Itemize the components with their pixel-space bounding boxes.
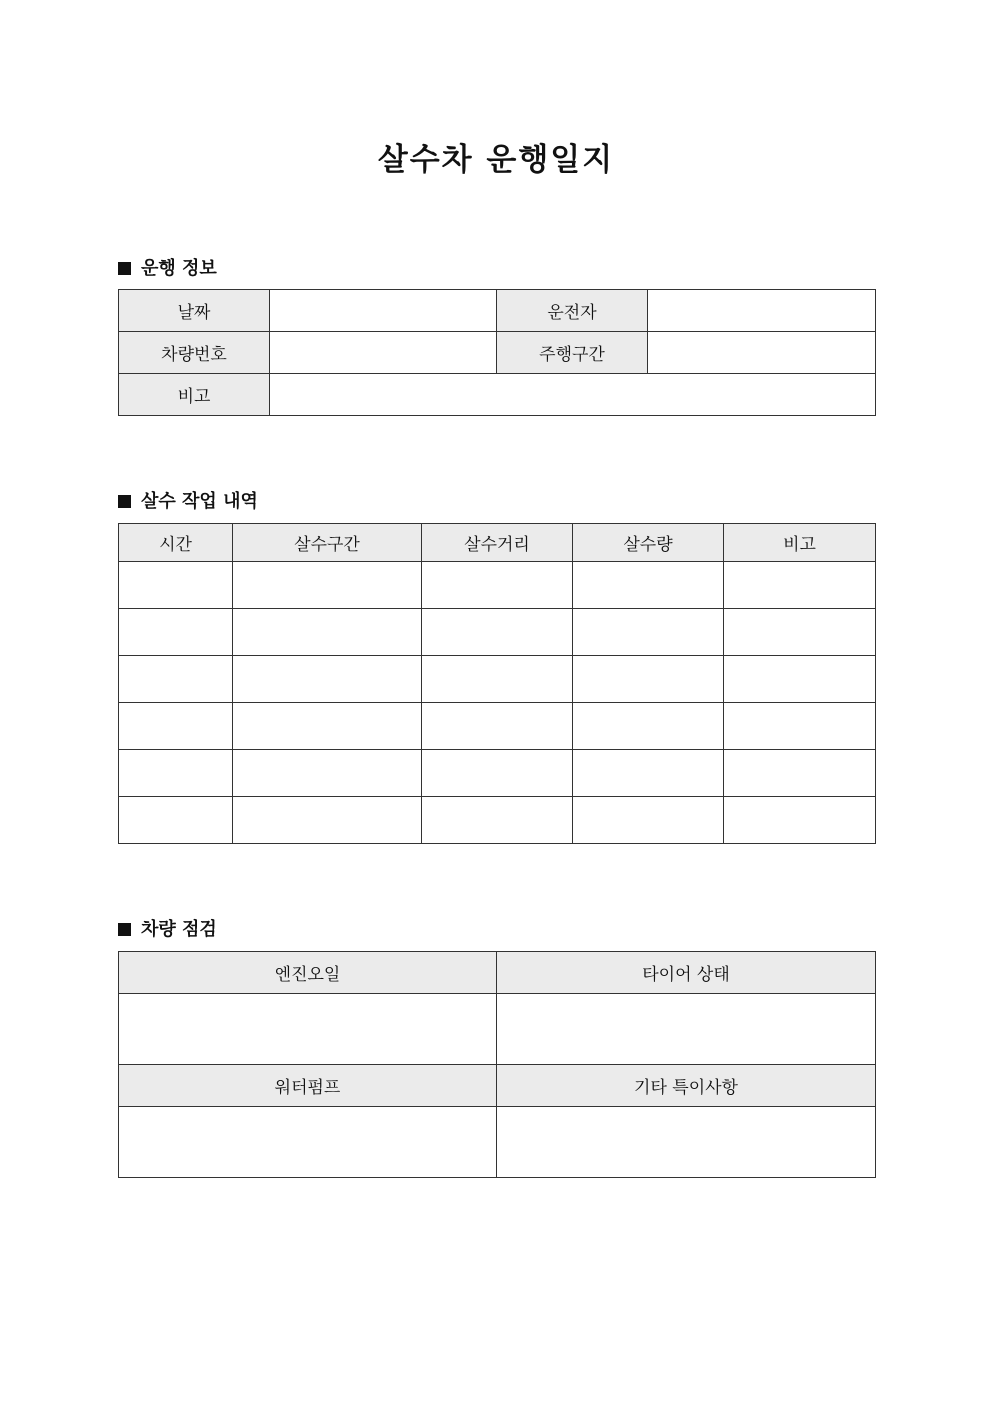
vehicle-inspection-table (118, 951, 876, 1178)
table-cell[interactable] (573, 750, 724, 797)
spray-work-table (118, 523, 876, 844)
square-bullet-icon (118, 262, 131, 275)
table-cell[interactable] (119, 562, 233, 609)
date-field[interactable] (270, 290, 497, 332)
table-cell[interactable] (422, 609, 573, 656)
column-header-remarks: 비고 (724, 524, 876, 562)
table-row (119, 562, 876, 609)
table-cell[interactable] (724, 656, 876, 703)
table-row (119, 609, 876, 656)
table-cell[interactable] (233, 703, 422, 750)
table-cell[interactable] (422, 750, 573, 797)
section-heading-text: 차량 점검 (141, 919, 217, 940)
table-row (119, 797, 876, 844)
table-row (119, 703, 876, 750)
table-cell[interactable] (119, 797, 233, 844)
vehicle-number-label: 차량번호 (119, 332, 270, 374)
engine-oil-field[interactable] (119, 994, 497, 1065)
table-cell[interactable] (573, 656, 724, 703)
table-cell[interactable] (724, 703, 876, 750)
column-header-time: 시간 (119, 524, 233, 562)
remarks-field[interactable] (270, 374, 876, 416)
tire-condition-field[interactable] (497, 994, 876, 1065)
table-cell[interactable] (724, 562, 876, 609)
table-cell[interactable] (233, 750, 422, 797)
water-pump-label: 워터펌프 (119, 1065, 497, 1107)
section-heading-operation-info (118, 254, 217, 280)
column-header-spray-section: 살수구간 (233, 524, 422, 562)
table-cell[interactable] (573, 609, 724, 656)
other-notes-field[interactable] (497, 1107, 876, 1178)
table-cell[interactable] (119, 703, 233, 750)
table-cell[interactable] (119, 609, 233, 656)
table-cell[interactable] (422, 656, 573, 703)
section-heading-text: 운행 정보 (141, 258, 217, 279)
engine-oil-label: 엔진오일 (119, 952, 497, 994)
square-bullet-icon (118, 495, 131, 508)
operation-info-table (118, 289, 876, 416)
driver-label: 운전자 (497, 290, 648, 332)
table-cell[interactable] (573, 703, 724, 750)
table-cell[interactable] (422, 562, 573, 609)
remarks-label: 비고 (119, 374, 270, 416)
route-label: 주행구간 (497, 332, 648, 374)
table-cell[interactable] (119, 656, 233, 703)
document-title: 살수차 운행일지 (377, 142, 615, 178)
column-header-spray-amount: 살수량 (573, 524, 724, 562)
table-cell[interactable] (422, 703, 573, 750)
table-cell[interactable] (573, 797, 724, 844)
table-row (119, 750, 876, 797)
date-label: 날짜 (119, 290, 270, 332)
table-cell[interactable] (119, 750, 233, 797)
table-cell[interactable] (233, 797, 422, 844)
table-row (119, 656, 876, 703)
other-notes-label: 기타 특이사항 (497, 1065, 876, 1107)
section-heading-text: 살수 작업 내역 (141, 491, 258, 512)
table-cell[interactable] (233, 656, 422, 703)
column-header-spray-distance: 살수거리 (422, 524, 573, 562)
route-field[interactable] (648, 332, 876, 374)
vehicle-number-field[interactable] (270, 332, 497, 374)
table-cell[interactable] (724, 797, 876, 844)
table-cell[interactable] (724, 750, 876, 797)
driver-field[interactable] (648, 290, 876, 332)
table-cell[interactable] (233, 609, 422, 656)
water-pump-field[interactable] (119, 1107, 497, 1178)
table-cell[interactable] (233, 562, 422, 609)
square-bullet-icon (118, 923, 131, 936)
tire-condition-label: 타이어 상태 (497, 952, 876, 994)
table-cell[interactable] (724, 609, 876, 656)
section-heading-vehicle-inspection (118, 915, 217, 941)
table-cell[interactable] (422, 797, 573, 844)
table-cell[interactable] (573, 562, 724, 609)
section-heading-spray-log (118, 487, 258, 513)
